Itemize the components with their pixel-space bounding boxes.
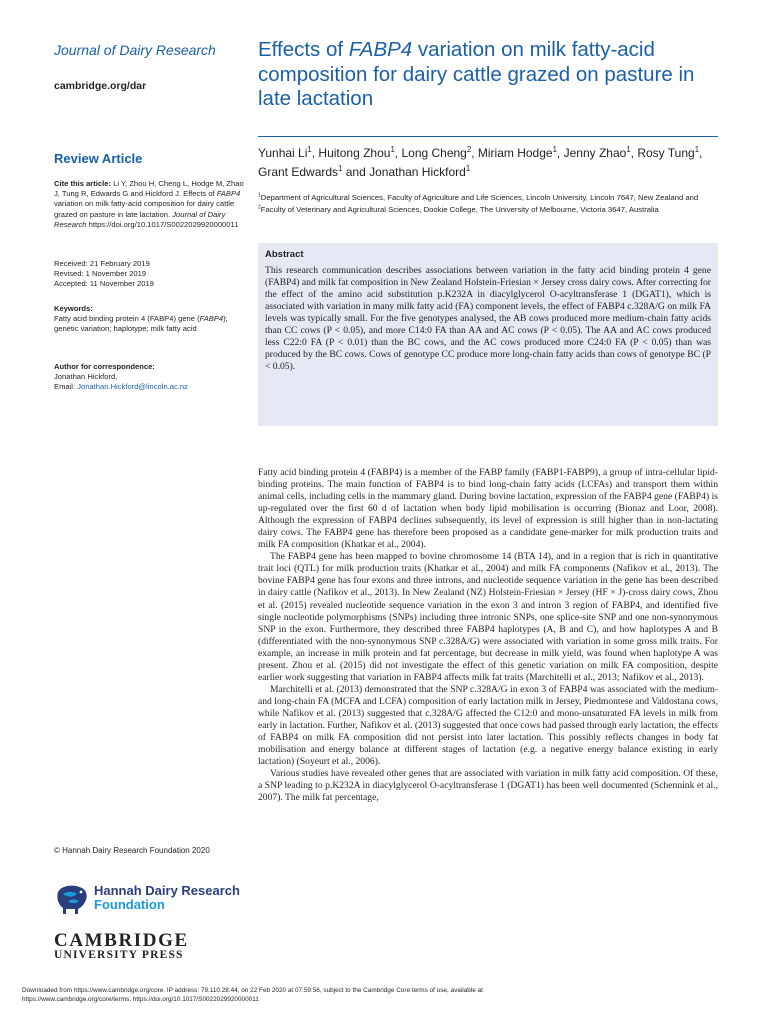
- body-paragraph: The FABP4 gene has been mapped to bovine chromosome 14 (BTA 14), and in a region that is rich in quantitative trait loci (QTL) for milk production traits (Khatkar et al., 2004) and milk FA components (Nafikov et al., 2013). The bovine FABP4 gene has four exons and three introns, and nucleotide sequence variation in the gene has been described in dairy cattle (Nafikov et al., 2013). In New Zealand (NZ) Holstein-Friesian × Jersey (HF × J)-cross dairy cows, Zhou et al. (2015) revealed nucleotide sequence variation in the exon 3 and intron 3 region of FABP4, and identified five single nucleotide polymorphisms (SNPs) including three intronic SNPs, one splice-site SNP and one non-synonymous SNP in the exon. Furthermore, they described three FABP4 haplotypes (A, B and C), and how haplotypes A and B (differentiated with the non-synonymous SNP c.328A/G) were associated with variation in some gross milk traits. For example, an increase in milk protein and fat percentage, but decrease in milk yield, was found when haplotype A was present. Zhou et al. (2015) did not investigate the effect of this genetic variation on milk FA composition, despite earlier work suggesting that variation in FABP4 affects milk fat traits (Marchitelli et al., 2013; Nafikov et al., 2013).: [258, 551, 718, 683]
- hdrf-line1: Hannah Dairy Research: [94, 883, 240, 898]
- keywords-text: Fatty acid binding protein 4 (FABP4) gene (: [54, 314, 200, 324]
- copyright-notice: © Hannah Dairy Research Foundation 2020: [54, 846, 210, 855]
- author-affiliation-number: 1: [390, 145, 395, 154]
- title-post: variation on milk fatty-acid composition for dairy cattle grazed on pasture in late lactation: [258, 38, 695, 110]
- affiliation-1: Department of Agricultural Sciences, Faculty of Agriculture and Life Sciences, Lincoln University, Lincoln 7647, New Zealand and: [260, 193, 699, 202]
- cambridge-logo: [54, 930, 189, 961]
- author-name: Long Cheng: [401, 146, 467, 160]
- affiliation-2-number: 2: [258, 203, 261, 210]
- title-pre: Effects of: [258, 38, 349, 61]
- article-title: [258, 38, 718, 112]
- university-press-wordmark: UNIVERSITY PRESS: [54, 949, 184, 961]
- left-column: [54, 42, 244, 392]
- author-affiliation-number: 1: [338, 163, 343, 173]
- author-name: Grant Edwards: [258, 164, 339, 179]
- author-affiliation-number: 1: [465, 163, 471, 173]
- author-list: Yunhai Li$^1$, Huitong Zhou$^1$, Long Cheng$^2$, Miriam Hodge$^1$, Jenny Zhao$^1$, Rosy Tung$^1$, Grant Edwards$^1$ and Jonathan Hickford$^1$: [258, 145, 703, 179]
- affiliation-1-number: 1: [258, 192, 261, 199]
- body-paragraph: Various studies have revealed other genes that are associated with variation in milk fatty acid composition. Of these, a SNP leading to p.K232A in diacylglycerol O-acyltransferase 1 (DGAT1) has been well documented (Schennink et al., 2007). The milk fat percentage,: [258, 768, 718, 804]
- author-affiliation-number: 1: [552, 145, 557, 154]
- abstract-box: [258, 243, 718, 426]
- date-revised: Revised: 1 November 2019: [54, 269, 147, 279]
- keywords-label: Keywords:: [54, 304, 93, 313]
- correspondence-email-link[interactable]: Jonathan.Hickford@lincoln.ac.nz: [77, 382, 188, 392]
- email-label: Email:: [54, 382, 78, 392]
- author-affiliation-number: 2: [466, 145, 472, 154]
- abstract-heading: Abstract: [265, 249, 304, 260]
- journal-name: Journal of Dairy Research: [54, 42, 216, 58]
- download-footer: [22, 986, 742, 1004]
- author-name: Huitong Zhou: [318, 146, 391, 160]
- abstract-text: This research communication describes associations between variation in the fatty acid binding protein 4 gene (FABP4) and milk fat composition in New Zealand Holstein-Friesian × Jersey cross dairy cows. After correcting for the effect of the amino acid substitution p.K232A in diacylglycerol O-acyltransferase 1 (DGAT1), which is associated with variation in many milk fatty acid (FA) component levels, the effect of FABP4 c.328A/G on milk FA levels was typically small. For the five genotypes analysed, the AB cows produced more medium-chain fatty acids than CC cows (P < 0.05), and more C14:0 FA than AA and AC cows (P < 0.05). The AA and AC cows produced less C22:0 FA (P < 0.01) than the BC cows, and the AC cows produced more C24:0 FA (P < 0.05) than was produced by the BC cows. Cows of genotype CC produce more long-chain fatty acids than cows of genotype BC (P < 0.05).: [265, 265, 711, 373]
- correspondence-block: [54, 362, 244, 393]
- body-paragraph: Fatty acid binding protein 4 (FABP4) is a member of the FABP family (FABP1-FABP9), a group of intra-cellular lipid-binding proteins. The main function of FABP4 is to bind long-chain fatty acids (LCFAs) and transport them within animal cells, including cells in the mammary gland. During bovine lactation, expression of the FABP4 gene (FABP4) is up-regulated over the first 60 d of lactation when body lipid mobilisation is occurring (Bionaz and Loor, 2008). Although the expression of FABP4 declines subsequently, its level of expression is still higher than in non-lactating dairy cows. The FABP4 gene has therefore been proposed as a candidate gene-marker for milk production traits and milk FA composition (Khatkar et al., 2004).: [258, 467, 718, 551]
- article-type: Review Article: [54, 151, 143, 166]
- title-block: [258, 38, 718, 112]
- correspondence-name: Jonathan Hickford,: [54, 372, 118, 382]
- title-gene: FABP4: [348, 38, 413, 61]
- footer-line-2: https://www.cambridge.org/core/terms. https://doi.org/10.1017/S0022029920000011: [22, 996, 259, 1003]
- keywords-text-post: ); genetic variation; haplotype; milk fatty acid: [54, 314, 228, 334]
- author-affiliation-number: 1: [694, 145, 700, 154]
- author-name: Rosy Tung: [637, 146, 695, 160]
- cow-icon: [54, 882, 90, 916]
- footer-line-1: Downloaded from https://www.cambridge.org/core. IP address: 79.110.28.44, on 22 Feb 2020 at 07:59:56, subject to the Cambridge Core terms of use, available at: [22, 987, 483, 994]
- author-name: Jonathan Hickford: [369, 164, 466, 179]
- affiliation-2: Faculty of Veterinary and Agricultural Sciences, Dookie College, The University of Melbourne, Victoria 3647, Australia: [260, 204, 659, 214]
- body-paragraph: Marchitelli et al. (2013) demonstrated that the SNP c.328A/G in exon 3 of FABP4 was associated with the medium- and long-chain FA (MCFA and LCFA) composition of early lactation milk in Jersey, Piedmontese and Valdostana cows, while Nafikov et al. (2013) suggested that c.328A/G affected the C12:0 and mono-unsaturated FA levels in milk from early in lactation. Further, Nafikov et al. (2013) suggested that once cows had passed through early lactation, the effects of FABP4 on milk FA composition did not persist into later lactation. This possibly reflects changes in body fat mobilisation and energy balance at different stages of lactation (e.g. a negative energy balance existing in early lactation) (Soyeurt et al., 2006).: [258, 683, 718, 768]
- hannah-foundation-wordmark: [94, 884, 240, 912]
- dates-block: [54, 259, 154, 290]
- hdrf-line2: Foundation: [94, 897, 165, 912]
- author-name: Yunhai Li: [258, 146, 308, 160]
- cite-gene: FABP4: [216, 189, 241, 199]
- author-name: Jenny Zhao: [563, 146, 627, 160]
- correspondence-label: Author for correspondence:: [54, 362, 155, 371]
- cite-text: Li Y, Zhou H, Cheng L, Hodge M, Zhao J, Tung R, Edwards G and Hickford J. Effects of: [54, 179, 244, 199]
- cite-text-mid: variation on milk fatty-acid composition for dairy cattle grazed on pasture in late lactation.: [54, 199, 235, 219]
- cite-doi[interactable]: https://doi.org/10.1017/S0022029920000011: [88, 219, 239, 229]
- cite-journal: Journal of Dairy Research: [54, 209, 226, 229]
- affiliations: [258, 192, 718, 215]
- citation-block: [54, 179, 244, 230]
- date-accepted: Accepted: 11 November 2019: [54, 279, 154, 289]
- cite-label: Cite this article:: [54, 179, 111, 188]
- title-divider: [258, 136, 718, 137]
- author-affiliation-number: 1: [307, 145, 312, 154]
- keywords-gene: FABP4: [199, 314, 224, 324]
- date-received: Received: 21 February 2019: [54, 259, 150, 268]
- hannah-foundation-logo: [54, 882, 244, 918]
- journal-url[interactable]: cambridge.org/dar: [54, 80, 147, 92]
- body-text: [258, 467, 718, 804]
- cambridge-wordmark: CAMBRIDGE: [54, 930, 189, 951]
- keywords-block: [54, 304, 244, 335]
- author-affiliation-number: 1: [626, 145, 631, 154]
- author-name: Miriam Hodge: [477, 146, 553, 160]
